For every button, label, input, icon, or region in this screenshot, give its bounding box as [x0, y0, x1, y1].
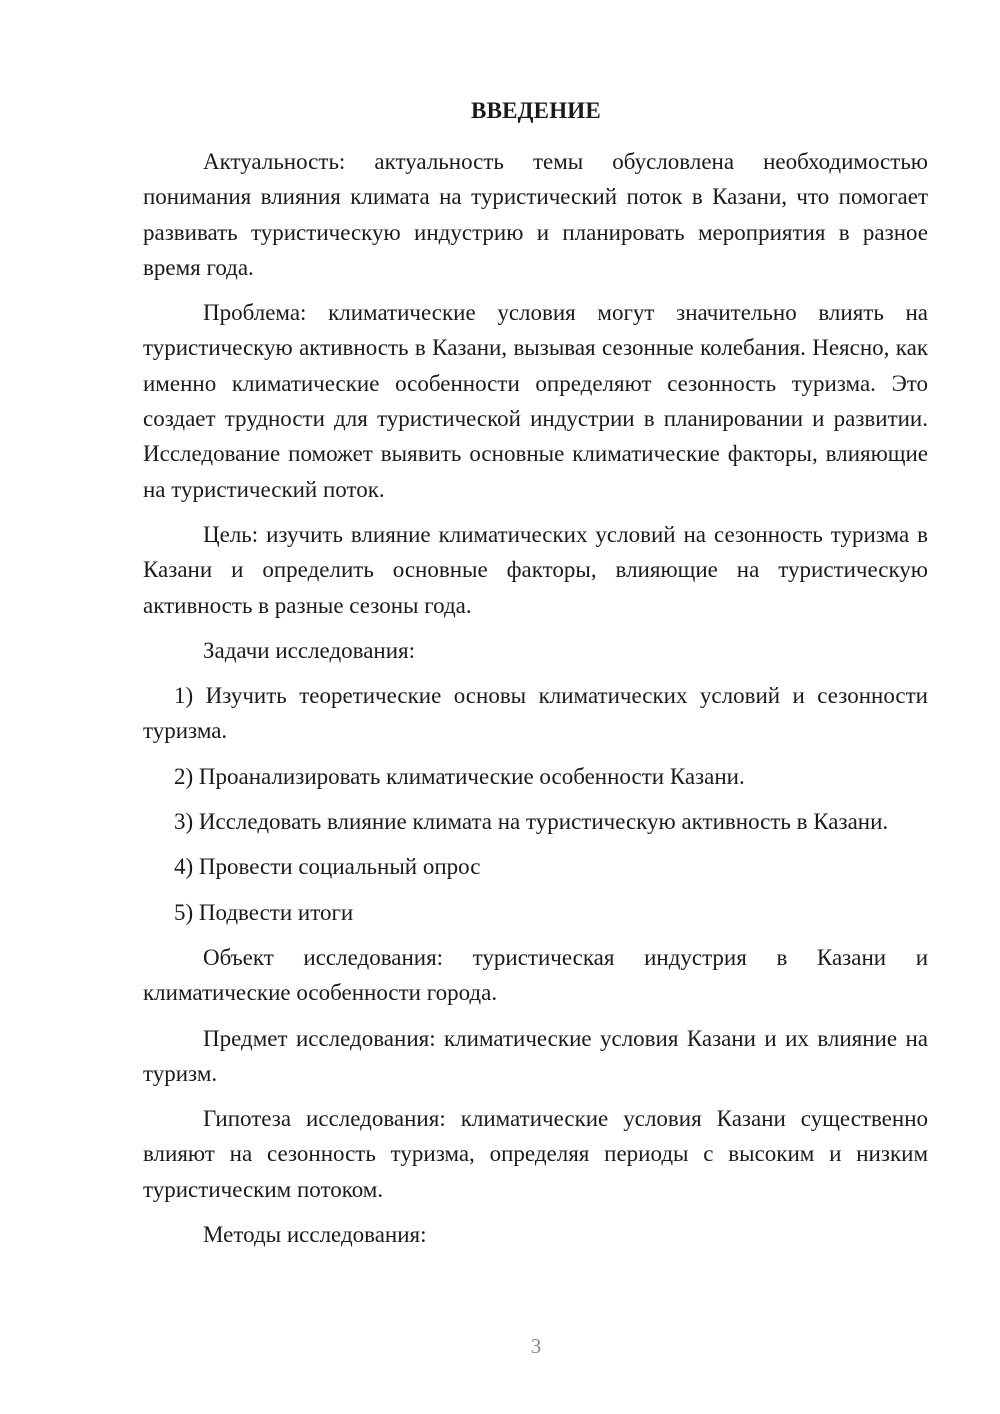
- document-body: [143, 144, 928, 1262]
- task-item: 2) Проанализировать климатические особенности Казани.: [174, 763, 745, 789]
- task-item: 3) Исследовать влияние климата на туристическую активность в Казани.: [174, 809, 889, 835]
- object-paragraph: Объект исследования: туристическая индустрия в Казани и климатические особенности города.: [143, 944, 928, 1006]
- task-item: 5) Подвести итоги: [174, 899, 354, 925]
- tasks-heading: Задачи исследования:: [203, 637, 416, 663]
- task-item: 1) Изучить теоретические основы климатических условий и сезонности туризма.: [143, 683, 928, 744]
- section-title: ВВЕДЕНИЕ: [471, 98, 601, 123]
- hypothesis-paragraph: Гипотеза исследования: климатические условия Казани существенно влияют на сезонность туризма, определяя периоды с высоким и низким туристическим потоком.: [143, 1106, 928, 1202]
- problem-paragraph: Проблема: климатические условия могут значительно влиять на туристическую активность в Казани, вызывая сезонные колебания. Неясно, как именно климатические особенности определяют сезонность туризма. Это создает трудности для туристической индустрии в планировании и развитии. Исследование поможет выявить основные климатические факторы, влияющие на туристический поток.: [143, 300, 928, 502]
- methods-heading: Методы исследования:: [203, 1222, 427, 1248]
- subject-paragraph: Предмет исследования: климатические условия Казани и их влияние на туризм.: [143, 1025, 928, 1086]
- relevance-paragraph: Актуальность: актуальность темы обусловлена необходимостью понимания влияния климата на туристический поток в Казани, что помогает развивать туристическую индустрию и планировать мероприятия в разное время года.: [143, 149, 928, 280]
- page-number: 3: [530, 1334, 542, 1358]
- task-item: 4) Провести социальный опрос: [174, 854, 481, 880]
- goal-paragraph: Цель: изучить влияние климатических условий на сезонность туризма в Казани и определить основные факторы, влияющие на туристическую активность в разные сезоны года.: [143, 521, 928, 618]
